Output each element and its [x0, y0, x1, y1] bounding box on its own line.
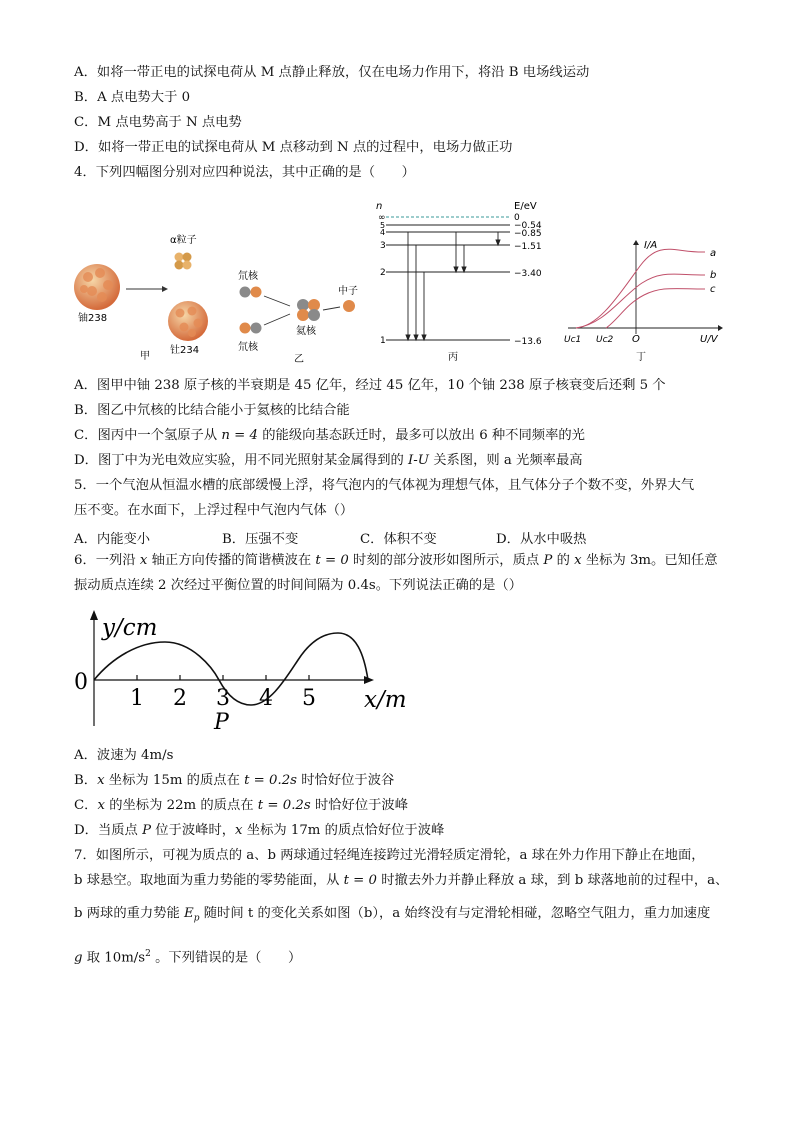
q3-option-b: B．A 点电势大于 0	[74, 90, 191, 105]
n-1: 1	[380, 336, 386, 346]
figure-bing-energy-levels	[372, 197, 552, 367]
e-1: −13.6	[514, 337, 542, 347]
e-inf: 0	[514, 213, 520, 223]
q4-option-c: C．图丙中一个氢原子从 n = 4 的能级向基态跃迁时，最多可以放出 6 种不同频率的光	[74, 428, 585, 443]
n-axis-label: n	[376, 201, 383, 212]
curve-b-label: b	[710, 270, 717, 281]
curve-a-label: a	[710, 248, 717, 259]
x-axis-label: U/V	[700, 334, 718, 345]
uc2-label: Uc2	[596, 335, 614, 345]
q7-stem-line2: b 球悬空。取地面为重力势能的零势能面，从 t = 0 时撤去外力并静止释放 a 球，到 b 球落地前的过程中，a、	[74, 873, 729, 888]
tick-4: 4	[259, 686, 273, 711]
deuteron-top-label: 氘核	[238, 271, 258, 282]
caption-ding: 丁	[636, 352, 646, 363]
n-5: 5	[380, 221, 386, 230]
y-axis-label: I/A	[644, 240, 658, 251]
q4-option-a: A．图甲中铀 238 原子核的半衰期是 45 亿年，经过 45 亿年，10 个铀 238 原子核衰变后还剩 5 个	[74, 378, 666, 393]
q7-stem-line4: g 取 $10m/s^2$ 。下列错误的是（ ）	[74, 949, 302, 966]
caption-jia: 甲	[140, 351, 150, 362]
alpha-label: α粒子	[170, 235, 197, 246]
tick-1: 1	[130, 686, 144, 711]
q6-option-c: C．x 的坐标为 22m 的质点在 t = 0.2s 时恰好位于波峰	[74, 798, 409, 813]
u238-label: 铀238	[78, 313, 108, 324]
q5-option-a: A．内能变小	[74, 532, 151, 547]
e-2: −3.40	[514, 269, 542, 279]
deuteron-bottom-label: 氘核	[238, 342, 258, 353]
uc1-label: Uc1	[564, 335, 582, 345]
transition-arrows	[406, 232, 500, 340]
q4-stem: 4．下列四幅图分别对应四种说法，其中正确的是（ ）	[74, 165, 415, 180]
q6-option-d: D．当质点 P 位于波峰时，x 坐标为 17m 的质点恰好位于波峰	[74, 823, 445, 838]
deuteron-top	[240, 287, 262, 298]
q4-option-d: D．图丁中为光电效应实验，用不同光照射某金属得到的 I-U 关系图，则 a 光频率最高	[74, 453, 583, 468]
e-5: −0.54	[514, 221, 542, 231]
n-4: 4	[380, 228, 386, 237]
neutron	[343, 300, 355, 312]
q3-option-a: A．如将一带正电的试探电荷从 M 点静止释放，仅在电场力作用下，将沿 B 电场线运动	[74, 65, 590, 80]
wave-origin-label: 0	[74, 670, 88, 695]
alpha-particle	[175, 253, 192, 270]
e-4: −0.85	[514, 229, 542, 239]
e-axis-label: E/eV	[514, 201, 537, 212]
wave-x-label: x/m	[364, 687, 407, 713]
th234-label: 钍234	[170, 345, 200, 356]
origin-label: O	[632, 334, 640, 345]
q5-stem-line2: 压不变。在水面下，上浮过程中气泡内气体（）	[74, 503, 354, 518]
q4-option-b: B．图乙中氘核的比结合能小于氦核的比结合能	[74, 403, 350, 418]
q7-stem-line1: 7．如图所示，可视为质点的 a、b 两球通过轻绳连接跨过光滑轻质定滑轮，a 球在外力作用下静止在地面，	[74, 848, 705, 863]
q5-option-c: C．体积不变	[360, 532, 437, 547]
q3-option-c: C．M 点电势高于 N 点电势	[74, 115, 242, 130]
e-3: −1.51	[514, 242, 542, 252]
curve-c-label: c	[710, 284, 716, 295]
caption-bing: 丙	[448, 352, 458, 363]
q5-option-b: B．压强不变	[222, 532, 299, 547]
point-p-label: P	[214, 710, 229, 735]
tick-3: 3	[216, 686, 230, 711]
caption-yi: 乙	[294, 354, 304, 365]
figure-ding-iu-curve	[560, 238, 730, 366]
q5-options	[74, 528, 586, 547]
q6-stem-line2: 振动质点连续 2 次经过平衡位置的时间间隔为 0.4s。下列说法正确的是（）	[74, 578, 523, 593]
q5-option-d: D．从水中吸热	[496, 532, 587, 547]
n-2: 2	[380, 268, 386, 278]
tick-2: 2	[173, 686, 187, 711]
figure-jia	[70, 225, 220, 365]
wave-y-label: y/cm	[102, 615, 158, 641]
tick-5: 5	[302, 686, 316, 711]
n-inf: ∞	[378, 213, 386, 223]
q3-option-d: D．如将一带正电的试探电荷从 M 点移动到 N 点的过程中，电场力做正功	[74, 140, 513, 155]
q5-stem-line1: 5．一个气泡从恒温水槽的底部缓慢上浮，将气泡内的气体视为理想气体，且气体分子个数不变，外界大气	[74, 478, 695, 493]
curve-c	[606, 289, 705, 328]
q6-wave-graph	[72, 604, 422, 736]
figure-yi	[228, 270, 368, 365]
helium-nucleus	[297, 299, 320, 321]
deuteron-bottom	[240, 323, 262, 334]
q6-option-b: B．x 坐标为 15m 的质点在 t = 0.2s 时恰好位于波谷	[74, 773, 395, 788]
q7-stem-line3: b 两球的重力势能 $E_p$ 随时间 t 的变化关系如图（b），a 始终没有与定滑轮相碰，忽略空气阻力，重力加速度	[74, 906, 711, 924]
neutron-label: 中子	[338, 286, 358, 297]
q6-option-a: A．波速为 4m/s	[74, 748, 174, 763]
helium-label: 氦核	[296, 326, 316, 337]
q6-stem-line1: 6．一列沿 x 轴正方向传播的简谐横波在 t = 0 时刻的部分波形如图所示，质点 P 的 x 坐标为 3m。已知任意	[74, 553, 718, 568]
n-3: 3	[380, 241, 386, 251]
